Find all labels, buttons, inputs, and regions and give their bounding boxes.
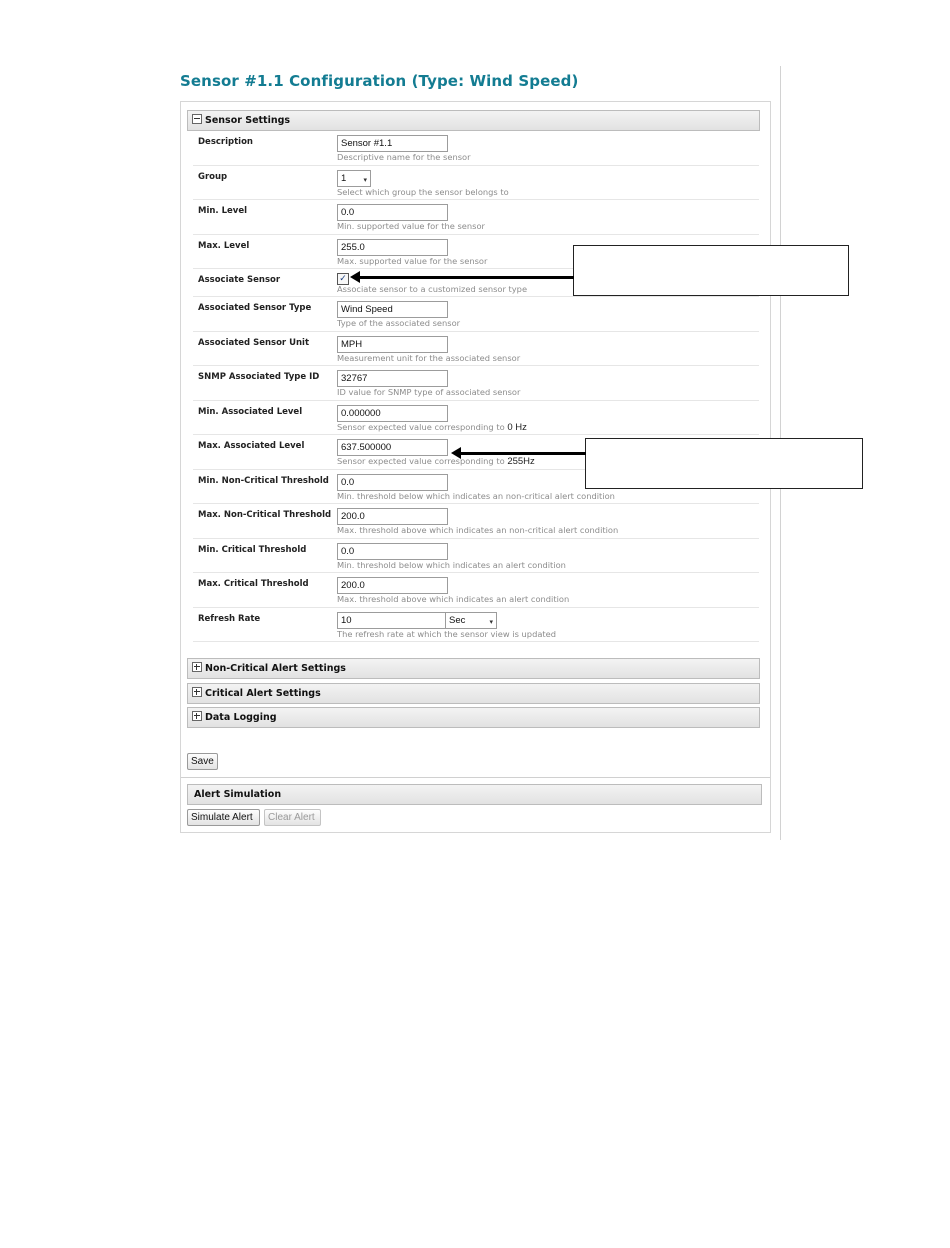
group-select[interactable]	[337, 170, 371, 187]
chevron-down-icon: ▾	[363, 176, 367, 184]
section-title: Alert Simulation	[194, 789, 282, 800]
field-help: Max. threshold above which indicates an non-critical alert condition	[337, 525, 619, 535]
arrow-head-icon	[350, 271, 360, 283]
section-title: Critical Alert Settings	[205, 688, 321, 699]
field-label: Group	[198, 171, 228, 182]
field-help	[337, 422, 527, 433]
field-label: Max. Associated Level	[198, 441, 305, 451]
section-title: Data Logging	[205, 712, 277, 723]
field-help	[337, 456, 535, 467]
field-help: The refresh rate at which the sensor view is updated	[337, 628, 557, 639]
field-help: Min. supported value for the sensor	[337, 221, 485, 231]
field-help: Min. threshold below which indicates an non-critical alert condition	[337, 490, 615, 501]
sensor-settings-rows	[193, 131, 759, 642]
field-label: Associated Sensor Unit	[198, 337, 310, 348]
max-level-input[interactable]: 255.0	[337, 239, 448, 256]
field-help: Max. supported value for the sensor	[337, 255, 488, 266]
form-row-group	[193, 166, 759, 201]
field-label: Min. Critical Threshold	[198, 544, 307, 555]
collapse-icon[interactable]	[192, 114, 202, 124]
field-help: Measurement unit for the associated sensor	[337, 352, 521, 363]
field-label: Max. Non-Critical Threshold	[198, 510, 332, 520]
field-help: Min. threshold below which indicates an alert condition	[337, 559, 566, 570]
field-help: Descriptive name for the sensor	[337, 152, 471, 162]
chevron-down-icon: ▾	[489, 618, 493, 626]
max-crit-input[interactable]: 200.0	[337, 577, 448, 594]
snmp-type-input[interactable]: 32767	[337, 370, 448, 387]
callout-arrow	[460, 452, 586, 455]
refresh-unit-select[interactable]	[445, 612, 497, 629]
callout-arrow	[359, 276, 574, 279]
min-level-input[interactable]: 0.0	[337, 204, 448, 221]
assoc-type-input[interactable]: Wind Speed	[337, 301, 448, 318]
min-noncrit-input[interactable]: 0.0	[337, 474, 448, 491]
section-title: Non-Critical Alert Settings	[205, 663, 346, 674]
select-value: 1	[341, 172, 347, 184]
field-help: Associate sensor to a customized sensor type	[337, 284, 528, 294]
form-row-min-level	[193, 200, 759, 235]
field-label: Refresh Rate	[198, 613, 261, 624]
form-row-snmp-type	[193, 366, 759, 401]
field-label: Min. Non-Critical Threshold	[198, 475, 329, 486]
arrow-head-icon	[451, 447, 461, 459]
section-non-critical-alert[interactable]	[187, 658, 760, 679]
save-button[interactable]: Save	[187, 753, 218, 770]
refresh-input[interactable]: 10	[337, 612, 448, 629]
min-assoc-input[interactable]: 0.000000	[337, 405, 448, 422]
field-label: Min. Level	[198, 206, 248, 216]
field-label: Max. Level	[198, 240, 250, 251]
field-label: Associate Sensor	[198, 275, 281, 285]
callout-box	[585, 438, 863, 489]
callout-box	[573, 245, 849, 296]
simulate-alert-button[interactable]: Simulate Alert	[187, 809, 260, 826]
form-row-min-crit	[193, 539, 759, 574]
max-noncrit-input[interactable]: 200.0	[337, 508, 448, 525]
field-label: Max. Critical Threshold	[198, 579, 309, 589]
expand-icon[interactable]	[192, 662, 202, 672]
field-label: SNMP Associated Type ID	[198, 372, 320, 382]
divider	[181, 777, 770, 778]
form-row-assoc-unit	[193, 332, 759, 367]
form-row-refresh	[193, 608, 759, 643]
form-row-min-assoc	[193, 401, 759, 436]
section-alert-simulation	[187, 784, 762, 805]
field-help: ID value for SNMP type of associated sensor	[337, 387, 521, 397]
field-label: Associated Sensor Type	[198, 303, 312, 313]
field-help: Max. threshold above which indicates an alert condition	[337, 594, 570, 604]
help-text: Sensor expected value corresponding to	[337, 456, 505, 466]
field-label: Min. Associated Level	[198, 406, 303, 417]
field-help: Type of the associated sensor	[337, 318, 461, 328]
max-assoc-input[interactable]: 637.500000	[337, 439, 448, 456]
field-label: Description	[198, 137, 253, 147]
form-row-max-noncrit	[193, 504, 759, 539]
min-crit-input[interactable]: 0.0	[337, 543, 448, 560]
section-data-logging[interactable]	[187, 707, 760, 728]
description-input[interactable]: Sensor #1.1	[337, 135, 448, 152]
assoc-unit-input[interactable]: MPH	[337, 336, 448, 353]
select-value: Sec	[449, 614, 466, 626]
help-value: 0 Hz	[507, 421, 527, 433]
section-sensor-settings[interactable]	[187, 110, 760, 131]
section-critical-alert[interactable]	[187, 683, 760, 704]
field-help: Select which group the sensor belongs to	[337, 186, 509, 197]
form-row-assoc-type	[193, 297, 759, 332]
clear-alert-button[interactable]: Clear Alert	[264, 809, 321, 826]
associate-sensor-checkbox[interactable]: ✓	[337, 273, 349, 285]
help-value: 255Hz	[507, 456, 535, 467]
section-title: Sensor Settings	[205, 115, 291, 126]
form-row-max-crit	[193, 573, 759, 608]
form-row-description	[193, 131, 759, 166]
expand-icon[interactable]	[192, 687, 202, 697]
page-title: Sensor #1.1 Configuration (Type: Wind Speed)	[180, 72, 579, 90]
expand-icon[interactable]	[192, 711, 202, 721]
help-text: Sensor expected value corresponding to	[337, 421, 505, 432]
